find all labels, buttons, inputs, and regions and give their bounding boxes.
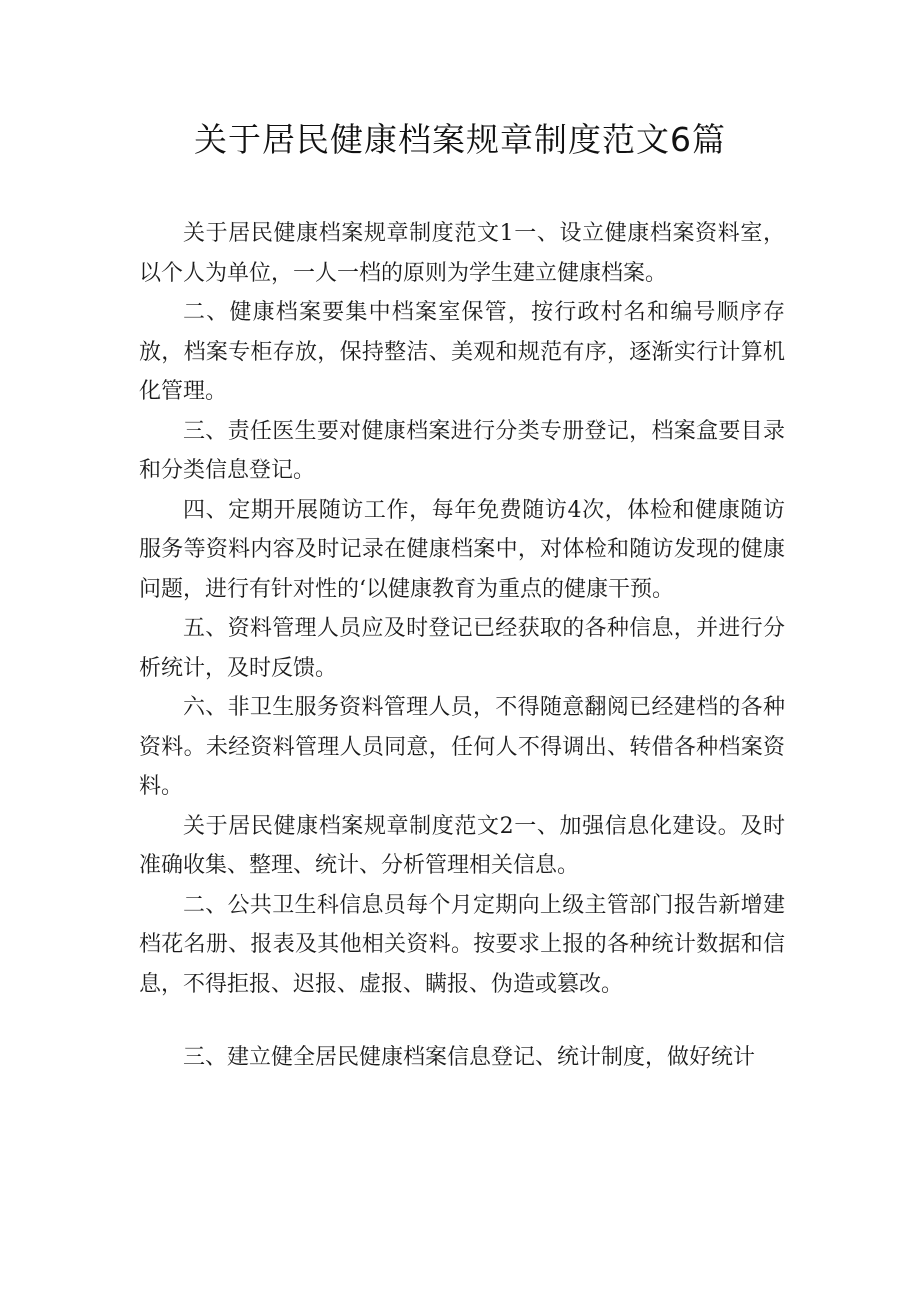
document-body — [139, 214, 785, 1078]
paragraph-2: 二、健康档案要集中档案室保管，按行政村名和编号顺序存放，档案专柜存放，保持整洁、美观和规范有序，逐渐实行计算机化管理。 — [139, 300, 785, 404]
paragraph-1: 关于居民健康档案规章制度范文1一、设立健康档案资料室，以个人为单位，一人一档的原则为学生建立健康档案。 — [139, 221, 785, 286]
paragraph-5: 五、资料管理人员应及时登记已经获取的各种信息，并进行分析统计，及时反馈。 — [139, 616, 785, 681]
paragraph-6: 六、非卫生服务资料管理人员，不得随意翻阅已经建档的各种资料。未经资料管理人员同意，任何人不得调出、转借各种档案资料。 — [139, 695, 785, 799]
document-title: 关于居民健康档案规章制度范文6篇 — [194, 120, 726, 159]
paragraph-9: 三、建立健全居民健康档案信息登记、统计制度，做好统计 — [183, 1045, 756, 1070]
paragraph-4: 四、定期开展随访工作，每年免费随访4次，体检和健康随访服务等资料内容及时记录在健康档案中，对体检和随访发现的健康问题，进行有针对性的‘以健康教育为重点的健康干预。 — [139, 497, 785, 602]
paragraph-8: 二、公共卫生科信息员每个月定期向上级主管部门报告新增建档花名册、报表及其他相关资料。按要求上报的各种统计数据和信息，不得拒报、迟报、虚报、瞒报、伪造或篡改。 — [139, 892, 785, 997]
paragraph-3: 三、责任医生要对健康档案进行分类专册登记，档案盒要目录和分类信息登记。 — [139, 418, 785, 483]
paragraph-7: 关于居民健康档案规章制度范文2一、加强信息化建设。及时准确收集、整理、统计、分析管理相关信息。 — [139, 813, 785, 878]
